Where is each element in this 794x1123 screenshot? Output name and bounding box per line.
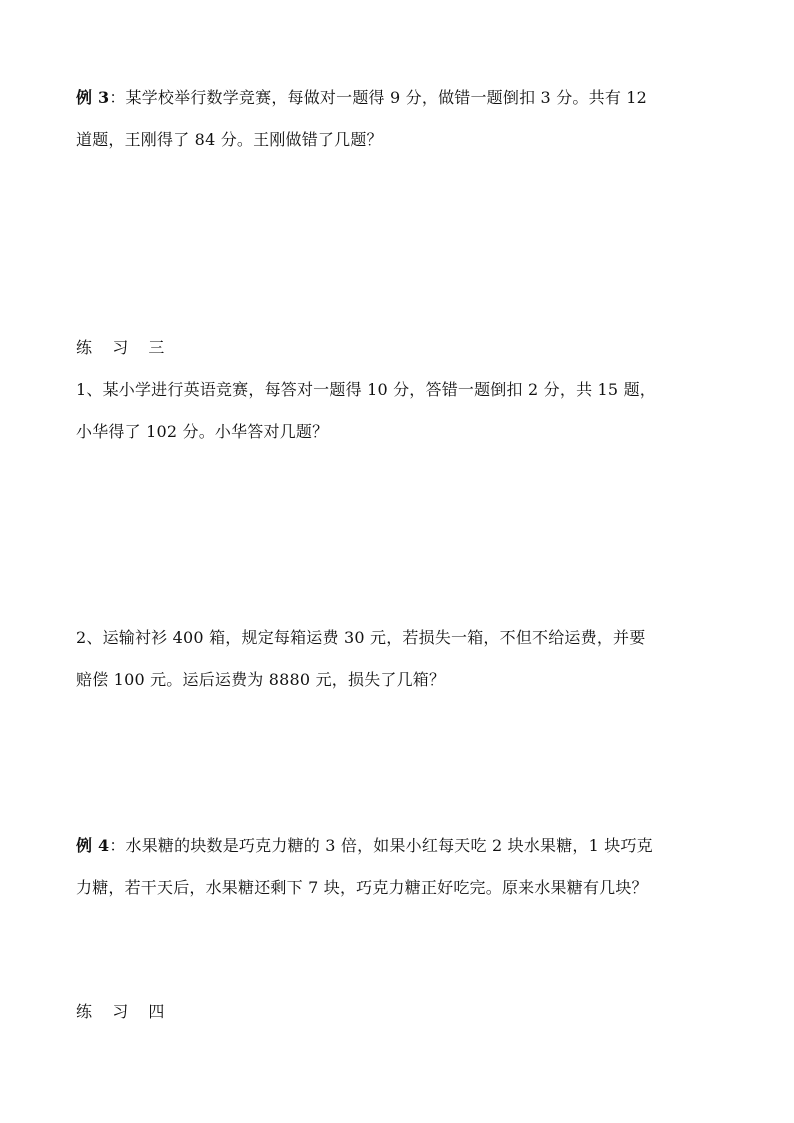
practice-3-heading: [76, 338, 185, 358]
practice-4-char-3: 四: [148, 1002, 165, 1021]
example-4-text-1: ：水果糖的块数是巧克力糖的 3 倍，如果小红每天吃 2 块水果糖，1 块巧克: [109, 836, 653, 855]
example-4-label: 例 4: [76, 836, 110, 855]
practice-3-char-1: 练: [76, 338, 93, 357]
example-4-line-2: 力糖，若干天后，水果糖还剩下 7 块，巧克力糖正好吃完。原来水果糖有几块？: [76, 878, 648, 897]
practice-3-question-1-line-2: 小华得了 102 分。小华答对几题？: [76, 422, 329, 441]
example-3-line-1: [76, 88, 726, 108]
practice-3-char-2: 习: [112, 338, 129, 357]
example-3-line-2: 道题，王刚得了 84 分。王刚做错了几题？: [76, 130, 383, 149]
practice-3-char-3: 三: [148, 338, 165, 357]
practice-4-char-1: 练: [76, 1002, 93, 1021]
example-3-text-1: ：某学校举行数学竞赛，每做对一题得 9 分，做错一题倒扣 3 分。共有 12: [109, 88, 648, 107]
practice-3-question-1-line-1: 1、某小学进行英语竞赛，每答对一题得 10 分，答错一题倒扣 2 分，共 15 题，: [76, 380, 656, 399]
example-4-line-1: [76, 836, 726, 856]
practice-4-char-2: 习: [112, 1002, 129, 1021]
practice-3-question-2-line-2: 赔偿 100 元。运后运费为 8880 元，损失了几箱？: [76, 670, 446, 689]
practice-3-question-2-line-1: 2、运输衬衫 400 箱，规定每箱运费 30 元，若损失一箱，不但不给运费，并要: [76, 628, 646, 647]
example-3-label: 例 3: [76, 88, 110, 107]
practice-4-heading: [76, 1002, 185, 1022]
